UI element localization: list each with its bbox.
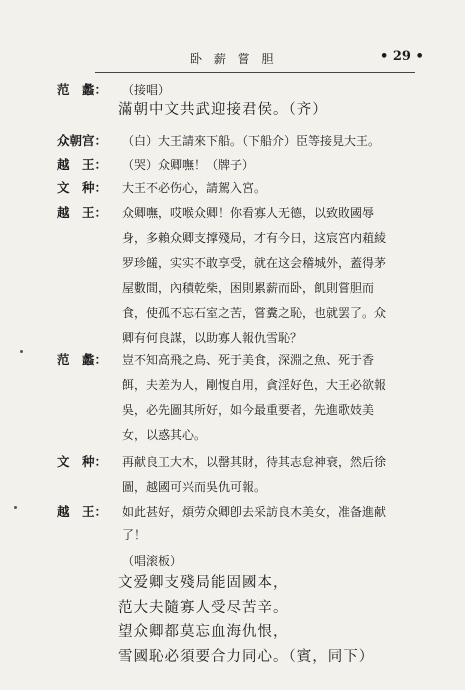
speaker-name: 范 蠡： [57,82,108,97]
page-header [0,50,465,70]
dialogue-line: 了！ [122,528,147,542]
dialogue-line: 如此甚好，煩劳众卿卽去采訪良木美女，准备進献 [122,505,387,519]
speaker-name: 范 蠡： [57,352,108,367]
dialogue-line: （哭）众卿嘸！（牌子） [122,158,255,172]
dialogue-line: 罗珍饈，实实不敢享受，就在这会稽城外，蓋得茅 [122,256,387,270]
dialogue-line: 大王不必伤心，請駕入宮。 [122,181,267,195]
dialogue-line: 餌，夫差为人，剛愎自用，貪淫好色，大王必欲報 [122,378,387,392]
dialogue-line: 身，多賴众卿支撑殘局，才有今日，这宸宮内蒩綾 [122,231,387,245]
margin-speck [20,350,23,353]
speaker-name: 越 王： [57,504,108,519]
dialogue-line: （接唱） [122,83,171,97]
page-number: • 29 • [380,49,424,64]
dialogue-line: 吳，必先圖其所好，如今最重要者，先進歌妓美 [122,403,375,417]
dialogue-line: （唱滚板） [122,554,183,568]
sung-verse-line: 范大夫隨寡人受尽苦辛。 [118,600,289,616]
speaker-name: 文 种： [57,454,108,469]
dialogue-line: 再献良工大木，以罄其財，待其志怠神衰，然后徐 [122,455,387,469]
speaker-name: 众朝宫： [57,133,108,148]
sung-verse-line: 望众卿都莫忘血海仇恨， [118,624,289,640]
dialogue-line: 女，以惑其心。 [122,428,207,442]
header-rule [95,72,415,73]
margin-speck [14,506,17,509]
sung-verse-line: 文爱卿支殘局能固國本， [118,575,289,591]
running-title: 卧 薪 嘗 胆 [190,52,278,66]
dialogue-line: 圖，越國可兴而吳仇可報。 [122,480,267,494]
dialogue-line: 屋數間，內積乾柴，困則累薪而卧，飢則嘗胆而 [122,281,375,295]
speaker-name: 文 种： [57,180,108,195]
dialogue-line: （白）大王請來下船。（下船介）臣等接見大王。 [122,134,381,148]
sung-verse-line: 滿朝中文共武迎接君侯。（齐） [118,102,328,118]
dialogue-line: 食，使孤不忘石室之苦，嘗糞之恥，也就罢了。众 [122,306,387,320]
dialogue-line: 豈不知高飛之鳥、死于美食，深淵之魚、死于香 [122,353,375,367]
speaker-name: 越 王： [57,157,108,172]
sung-verse-line: 雪國恥必須要合力同心。（賓，同下） [118,649,375,665]
speaker-name: 越 王： [57,205,108,220]
dialogue-line: 卿有何良謀，以助寡人報仇雪恥？ [122,331,303,345]
dialogue-line: 众卿嘸，哎喉众卿！你看寡人无德，以致敗國辱 [122,206,375,220]
